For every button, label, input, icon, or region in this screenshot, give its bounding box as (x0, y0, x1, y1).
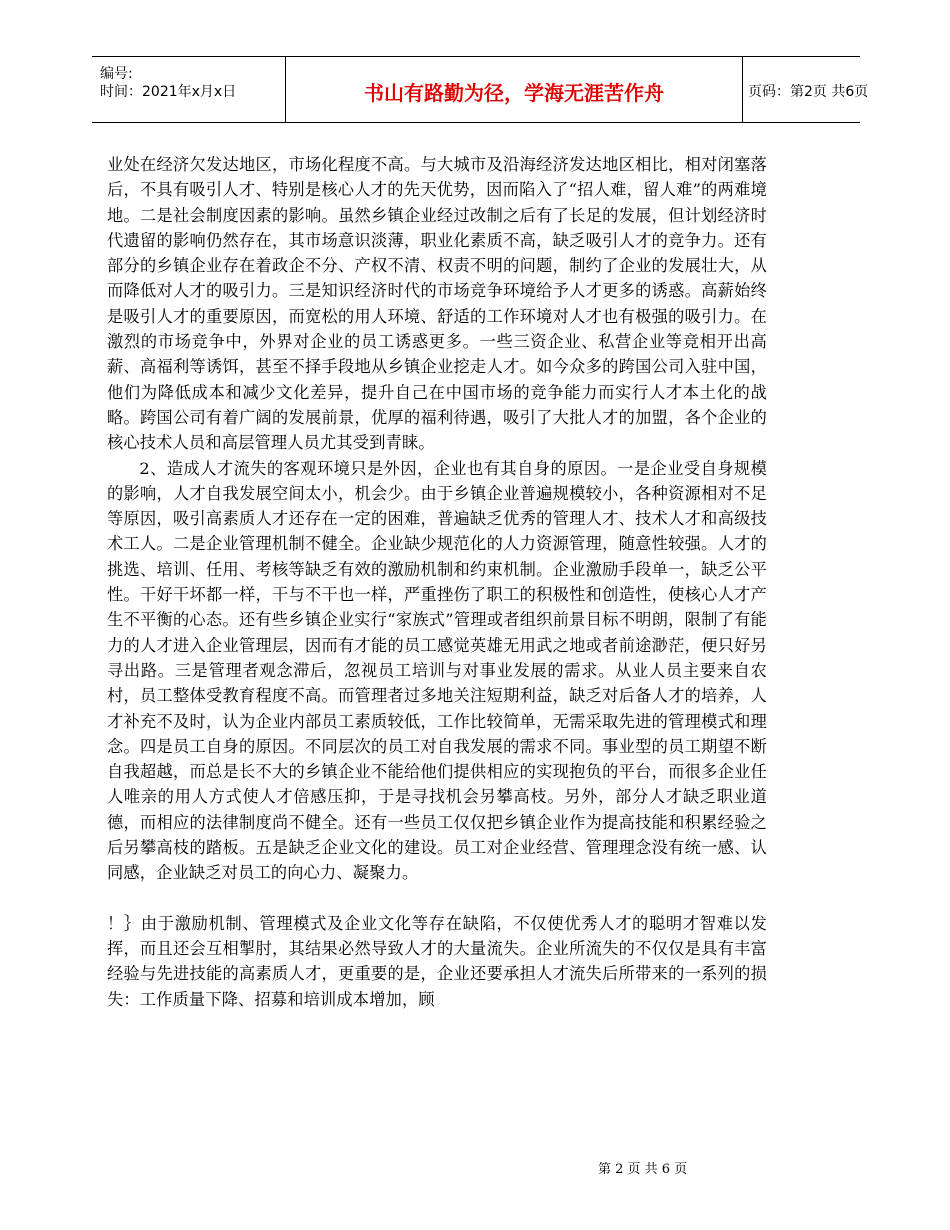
header-page-cell (742, 57, 869, 122)
page-footer: 第 2 页 共 6 页 (598, 1162, 688, 1177)
paragraph-1: 业处在经济欠发达地区，市场化程度不高。与大城市及沿海经济发达地区相比，相对闭塞落后，不具有吸引人才、特别是核心人才的先天优势，因而陷入了“招人难，留人难”的两难境地。二是社会制度因素的影响。虽然乡镇企业经过改制之后有了长足的发展，但计划经济时代遗留的影响仍然存在，其市场意识淡薄，职业化素质不高，缺乏吸引人才的竞争力。还有部分的乡镇企业存在着政企不分、产权不清、权责不明的问题，制约了企业的发展壮大，从而降低对人才的吸引力。三是知识经济时代的市场竞争环境给予人才更多的诱惑。高薪始终是吸引人才的重要原因，而宽松的用人环境、舒适的工作环境对人才也有极强的吸引力。在激烈的市场竞争中，外界对企业的员工诱惑更多。一些三资企业、私营企业等竞相开出高薪、高福利等诱饵，甚至不择手段地从乡镇企业挖走人才。如今众多的跨国公司入驻中国，他们为降低成本和减少文化差异，提升自己在中国市场的竞争能力而实行人才本土化的战略。跨国公司有着广阔的发展前景，优厚的福利待遇，吸引了大批人才的加盟，各个企业的核心技术人员和高层管理人员尤其受到青睐。 (107, 155, 767, 453)
document-body (107, 152, 767, 1012)
paragraph-3: ！｝由于激励机制、管理模式及企业文化等存在缺陷，不仅使优秀人才的聪明才智难以发挥，而且还会互相掣肘，其结果必然导致人才的大量流失。企业所流失的不仅仅是具有丰富经验与先进技能的高素质人才，更重要的是，企业还要承担人才流失后所带来的一系列的损失：工作质量下降、招募和培训成本增加，顾 (107, 913, 767, 1009)
header-slogan-cell (285, 57, 743, 122)
code-label: 编号: (100, 66, 133, 82)
page-header (92, 56, 869, 123)
paragraph-2: 2、造成人才流失的客观环境只是外因，企业也有其自身的原因。一是企业受自身规模的影响，人才自我发展空间太小，机会少。由于乡镇企业普遍规模较小，各种资源相对不足等原因，吸引高素质人才还存在一定的困难，普遍缺乏优秀的管理人才、技术人才和高级技术工人。二是企业管理机制不健全。企业缺少规范化的人力资源管理，随意性较强。人才的挑选、培训、任用、考核等缺乏有效的激励机制和约束机制。企业激励手段单一，缺乏公平性。干好干坏都一样，干与不干也一样，严重挫伤了职工的积极性和创造性，使核心人才产生不平衡的心态。还有些乡镇企业实行“家族式”管理或者组织前景目标不明朗，限制了有能力的人才进入企业管理层，因而有才能的员工感觉英雄无用武之地或者前途渺茫，便只好另寻出路。三是管理者观念滞后，忽视员工培训与对事业发展的需求。从业人员主要来自农村，员工整体受教育程度不高。而管理者过多地关注短期利益，缺乏对后备人才的培养，人才补充不及时，认为企业内部员工素质较低，工作比较简单，无需采取先进的管理模式和理念。四是员工自身的原因。不同层次的员工对自我发展的需求不同。事业型的员工期望不断自我超越，而总是长不大的乡镇企业不能给他们提供相应的实现抱负的平台，而很多企业任人唯亲的用人方式使人才倍感压抑，于是寻找机会另攀高枝。另外，部分人才缺乏职业道德，而相应的法律制度尚不健全。还有一些员工仅仅把乡镇企业作为提高技能和积累经验之后另攀高枝的踏板。五是缺乏企业文化的建设。员工对企业经营、管理理念没有统一感、认同感，企业缺乏对员工的向心力、凝聚力。 (107, 458, 767, 883)
header-meta-cell (92, 57, 285, 122)
header-page-info: 页码：第2页 共6页 (748, 84, 869, 100)
time-label: 时间：2021年x月x日 (100, 84, 237, 100)
slogan-text: 书山有路勤为径，学海无涯苦作舟 (364, 81, 664, 105)
